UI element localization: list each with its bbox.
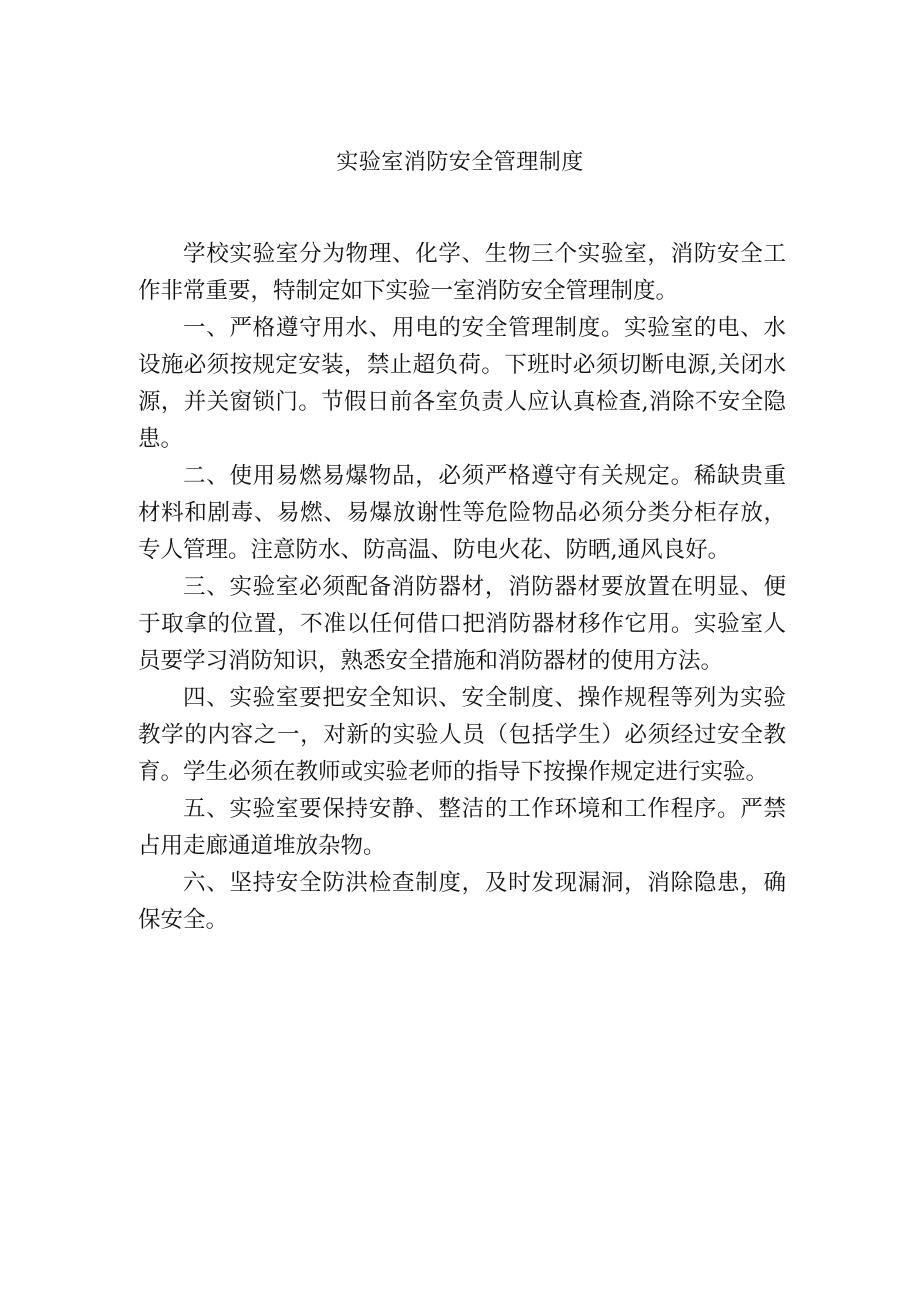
paragraph-rule-2: 二、使用易燃易爆物品，必须严格遵守有关规定。稀缺贵重材料和剧毒、易燃、易爆放谢性等危险物品必须分类分柜存放，专人管理。注意防水、防高温、防电火花、防晒,通风良好。: [138, 463, 786, 563]
paragraph-rule-3: 三、实验室必须配备消防器材，消防器材要放置在明显、便于取拿的位置，不准以任何借口把消防器材移作它用。实验室人员要学习消防知识，熟悉安全措施和消防器材的使用方法。: [138, 574, 786, 674]
paragraph-rule-4: 四、实验室要把安全知识、安全制度、操作规程等列为实验教学的内容之一，对新的实验人员（包括学生）必须经过安全教育。学生必须在教师或实验老师的指导下按操作规定进行实验。: [138, 685, 786, 785]
paragraph-rule-1: 一、严格遵守用水、用电的安全管理制度。实验室的电、水设施必须按规定安装，禁止超负荷。下班时必须切断电源,关闭水源，并关窗锁门。节假日前各室负责人应认真检查,消除不安全隐患。: [138, 315, 786, 452]
paragraph-rule-5: 五、实验室要保持安静、整洁的工作环境和工作程序。严禁占用走廊通道堆放杂物。: [138, 796, 786, 859]
document-body: [138, 236, 786, 939]
document-title: 实验室消防安全管理制度: [336, 150, 584, 175]
paragraph-rule-6: 六、坚持安全防洪检查制度，及时发现漏洞，消除隐患，确保安全。: [138, 870, 786, 933]
paragraph-intro: 学校实验室分为物理、化学、生物三个实验室，消防安全工作非常重要，特制定如下实验一室消防安全管理制度。: [138, 241, 786, 304]
